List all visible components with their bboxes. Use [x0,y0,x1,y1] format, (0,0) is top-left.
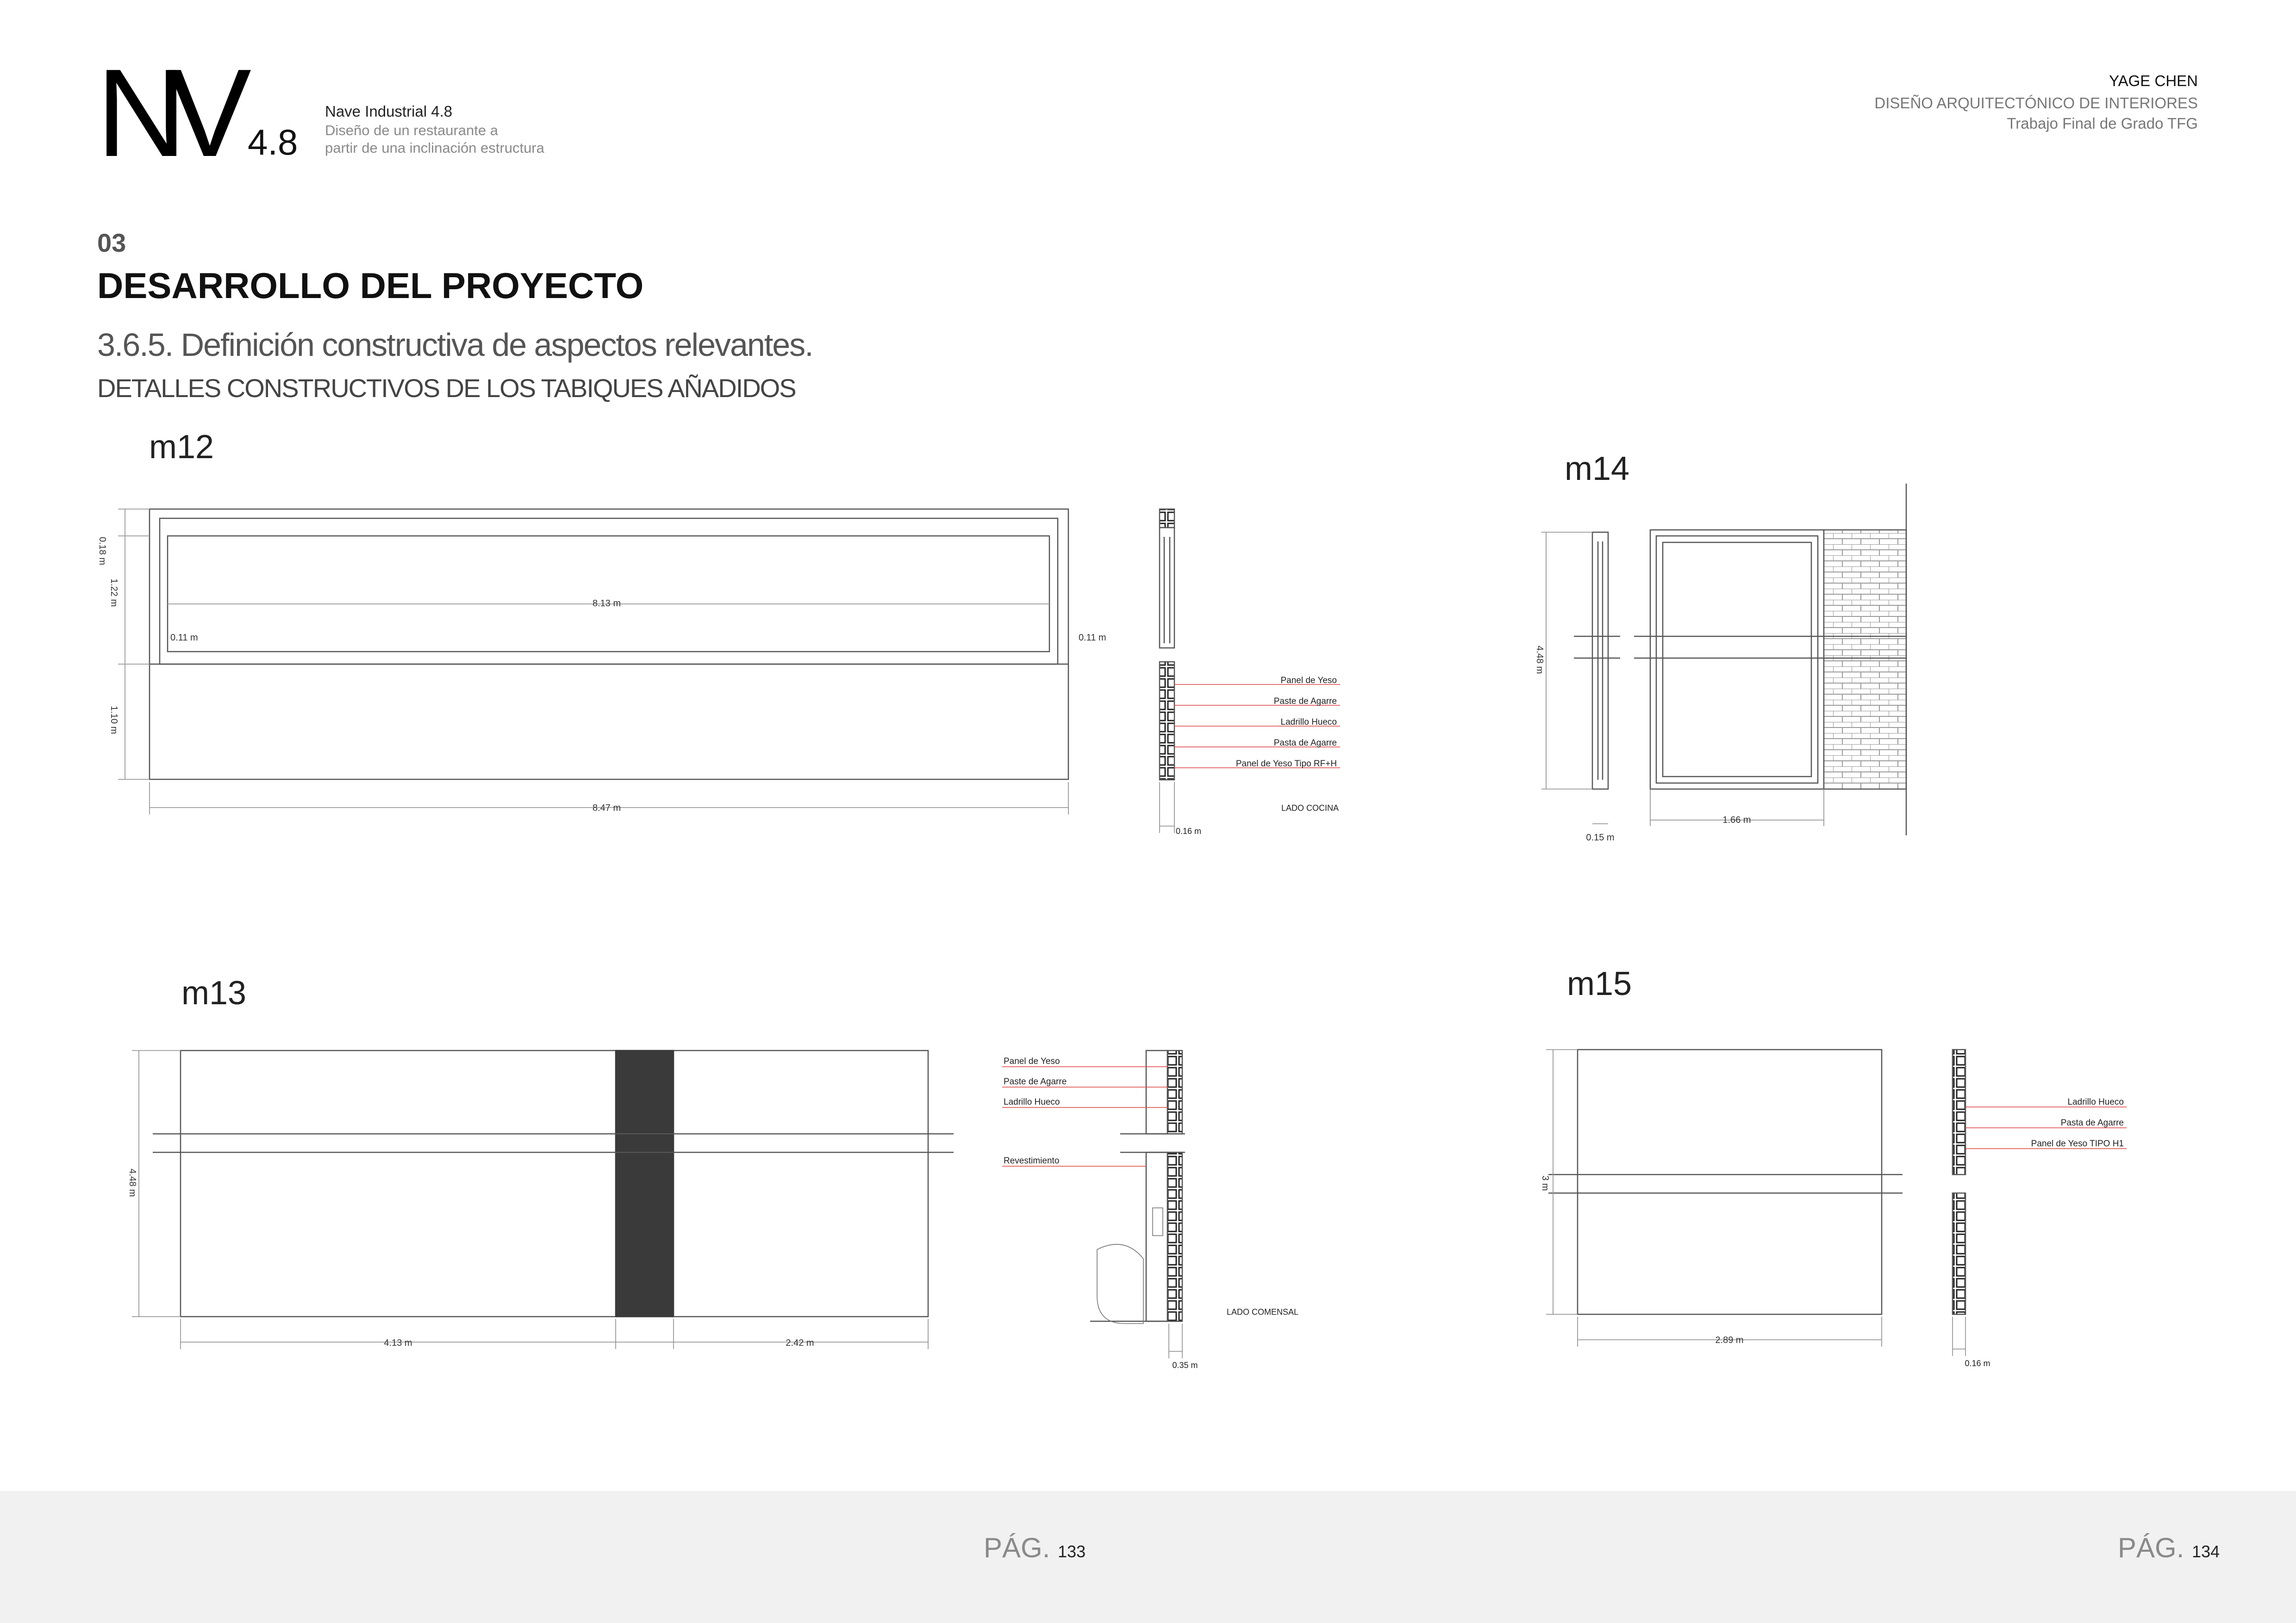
page-value-right: 134 [2192,1542,2220,1561]
m15-dim-width: 2.89 m [1715,1335,1744,1345]
m13-layer-1: Panel de Yeso [1004,1057,1060,1066]
m15-layer-2: Pasta de Agarre [2060,1118,2124,1128]
page-number-right [2118,1532,2220,1564]
page-number-left [984,1532,1086,1564]
project-description-line-2: partir de una inclinación estructura [325,140,544,156]
footer-bar [0,1491,2296,1623]
m12-elevation [118,509,1068,815]
section-number: 03 [97,228,126,257]
m15-dim-section-width: 0.16 m [1965,1359,1990,1368]
m12-dim-inner-width: 8.13 m [593,598,621,609]
m14-dim-section-width: 0.15 m [1586,833,1615,843]
m12-layer-2: Paste de Agarre [1273,696,1337,706]
m13-dim-height: 4.48 m [127,1169,137,1197]
page-prefix-left: PÁG. [984,1532,1050,1563]
detail-title: DETALLES CONSTRUCTIVOS DE LOS TABIQUES AÑADIDOS [97,373,796,403]
page-prefix-right: PÁG. [2118,1532,2184,1563]
project-name: Nave Industrial 4.8 [325,103,453,120]
m12-dim-side-right: 0.11 m [1079,633,1106,643]
m13-layer-2: Paste de Agarre [1004,1077,1067,1087]
m13-side-note: LADO COMENSAL [1227,1307,1299,1317]
project-description-line-1: Diseño de un restaurante a [325,122,498,138]
m14-dim-width: 1.66 m [1722,815,1751,825]
work-type: Trabajo Final de Grado TFG [2007,115,2198,132]
m15-elevation [1546,1050,1903,1347]
m12-dim-h1: 0.18 m [97,537,107,566]
m13-dim-section-width: 0.35 m [1172,1361,1198,1370]
m13-layer-3: Ladrillo Hueco [1004,1097,1060,1107]
m13-dim-width-1: 4.13 m [384,1338,412,1348]
m12-dim-h3: 1.10 m [109,706,119,734]
logo: NV [96,44,233,183]
m12-dim-h2: 1.22 m [109,578,119,607]
m12-layer-4: Pasta de Agarre [1273,738,1337,748]
m12-layer-5: Panel de Yeso Tipo RF+H [1235,759,1337,769]
m15-section [1953,1050,2127,1356]
author-name: YAGE CHEN [2109,72,2198,89]
m12-side-note: LADO COCINA [1281,803,1339,813]
m12-layer-3: Ladrillo Hueco [1280,717,1337,727]
m15-layer-3: Panel de Yeso TIPO H1 [2031,1139,2124,1149]
m12-dim-section-width: 0.16 m [1176,827,1202,836]
m12-dim-side-left: 0.11 m [170,633,198,643]
page-value-left: 133 [1058,1542,1086,1561]
degree-name: DISEÑO ARQUITECTÓNICO DE INTERIORES [1874,94,2198,112]
view-label-m15: m15 [1567,965,1632,1002]
m13-dim-width-2: 2.42 m [786,1338,814,1348]
section-title: DESARROLLO DEL PROYECTO [97,265,644,306]
m12-dim-total-width: 8.47 m [593,803,621,813]
logo-version: 4.8 [248,122,298,162]
view-label-m14: m14 [1565,450,1630,487]
m14-elevation [1634,484,1906,835]
m12-layer-1: Panel de Yeso [1280,676,1337,685]
subsection-title: 3.6.5. Definición constructiva de aspectos relevantes. [97,327,813,363]
m13-elevation [132,1051,954,1349]
view-label-m12: m12 [149,429,214,466]
m14-dim-height: 4.48 m [1535,646,1545,674]
m15-dim-height: 3 m [1540,1175,1550,1191]
m13-layer-4: Revestimiento [1004,1156,1060,1166]
view-label-m13: m13 [181,975,247,1012]
m12-section [1160,509,1340,833]
m15-layer-1: Ladrillo Hueco [2067,1097,2124,1107]
m13-section [1002,1051,1185,1358]
m14-section [1541,532,1620,824]
